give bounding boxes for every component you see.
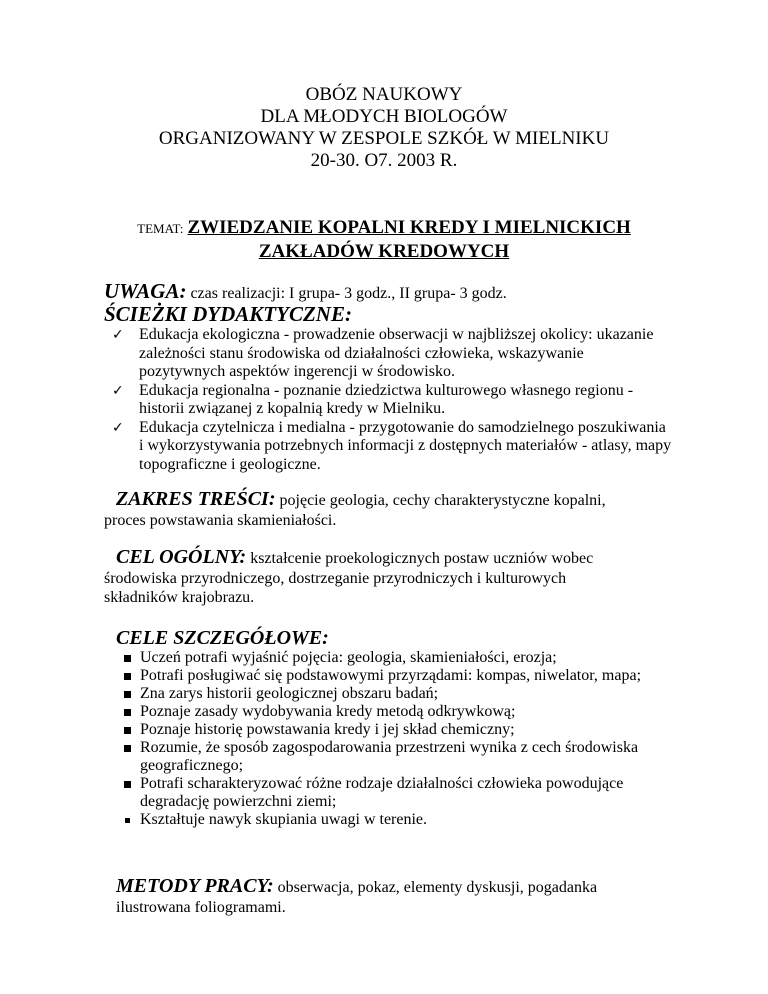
square-bullet-icon	[124, 781, 131, 788]
specific-goal-text: Potrafi scharakteryzować różne rodzaje działalności człowieka powodujące degradację powierzchni ziemi;	[140, 775, 624, 810]
specific-goal-text: Poznaje zasady wydobywania kredy metodą odkrywkową;	[140, 703, 516, 720]
list-item	[124, 739, 664, 775]
work-methods-text-1: obserwacja, pokaz, elementy dyskusji, pogadanka	[277, 879, 598, 896]
checkmark-icon: ✓	[112, 419, 124, 436]
document-header	[0, 84, 768, 172]
square-bullet-icon	[124, 709, 131, 716]
general-goal-label: CEL OGÓLNY:	[116, 546, 247, 568]
work-methods-text-2: ilustrowana foliogramami.	[116, 899, 286, 916]
square-bullet-icon	[124, 745, 131, 752]
header-line-3: ORGANIZOWANY W ZESPOLE SZKÓŁ W MIELNIKU	[158, 128, 610, 149]
content-scope-section	[104, 488, 664, 530]
note-text: czas realizacji: I grupa- 3 godz., II grupa- 3 godz.	[190, 285, 507, 302]
content-scope-text-1: pojęcie geologia, cechy charakterystyczne kopalni,	[279, 492, 606, 509]
content-scope-label: ZAKRES TREŚCI:	[116, 488, 276, 510]
square-bullet-icon	[125, 818, 130, 823]
general-goal-text-2: środowiska przyrodniczego, dostrzeganie przyrodniczych i kulturowych	[104, 570, 567, 587]
specific-goal-text: Zna zarys historii geologicznej obszaru badań;	[140, 685, 439, 702]
specific-goal-text: Uczeń potrafi wyjaśnić pojęcia: geologia, skamieniałości, erozja;	[140, 649, 557, 666]
specific-goal-text: Poznaje historię powstawania kredy i jej skład chemiczny;	[140, 721, 515, 738]
checkmark-icon: ✓	[112, 327, 124, 343]
specific-goal-text: Kształtuje nawyk skupiania uwagi w terenie.	[140, 811, 428, 828]
list-item	[112, 326, 672, 382]
topic-block	[0, 216, 768, 264]
didactic-path-text: Edukacja regionalna - poznanie dziedzictwa kulturowego własnego regionu - historii związanej z kopalnią kredy w Mielniku.	[139, 381, 634, 417]
checkmark-icon: ✓	[112, 382, 124, 399]
content-scope-text-2: proces powstawania skamieniałości.	[104, 512, 337, 529]
list-item	[124, 775, 664, 811]
list-item	[124, 649, 664, 667]
list-item	[112, 382, 672, 419]
topic-label: TEMAT:	[137, 221, 184, 236]
didactic-path-text: Edukacja czytelnicza i medialna - przygotowanie do samodzielnego poszukiwania i wykorzystywania potrzebnych informacji z dostępnych materiałów - atlasy, mapy topograficzne i geologiczne.	[139, 418, 672, 473]
didactic-path-text: Edukacja ekologiczna - prowadzenie obserwacji w najbliższej okolicy: ukazanie zależności stanu środowiska od działalności człowieka, wskazywanie pozytywnych aspektów ingerencji w środowisko.	[139, 326, 654, 380]
header-line-1: OBÓZ NAUKOWY	[305, 84, 463, 105]
list-item	[124, 685, 664, 703]
specific-goals-heading: CELE SZCZEGÓŁOWE:	[116, 627, 329, 649]
note-line	[104, 279, 507, 303]
general-goal-section	[104, 546, 664, 607]
topic-title-line-2: ZAKŁADÓW KREDOWYCH	[258, 241, 510, 262]
work-methods-section	[104, 875, 664, 917]
topic-title-line-1: ZWIEDZANIE KOPALNI KREDY I MIELNICKICH	[187, 217, 631, 238]
didactic-paths-heading: ŚCIEŻKI DYDAKTYCZNE:	[104, 302, 352, 326]
header-line-2: DLA MŁODYCH BIOLOGÓW	[260, 106, 508, 127]
general-goal-text-3: składników krajobrazu.	[104, 589, 255, 606]
specific-goal-text: Potrafi posługiwać się podstawowymi przyrządami: kompas, niwelator, mapa;	[140, 667, 642, 684]
list-item	[124, 811, 664, 829]
square-bullet-icon	[124, 673, 131, 680]
list-item	[124, 703, 664, 721]
list-item	[124, 721, 664, 739]
specific-goals-list	[124, 649, 664, 829]
list-item	[124, 667, 664, 685]
list-item	[112, 419, 672, 475]
note-label: UWAGA:	[104, 279, 187, 303]
work-methods-label: METODY PRACY:	[116, 875, 274, 897]
didactic-paths-list	[112, 326, 672, 474]
square-bullet-icon	[124, 727, 131, 734]
square-bullet-icon	[124, 691, 131, 698]
general-goal-text-1: kształcenie proekologicznych postaw uczniów wobec	[250, 550, 594, 567]
specific-goal-text: Rozumie, że sposób zagospodarowania przestrzeni wynika z cech środowiska geograficznego;	[140, 739, 639, 774]
square-bullet-icon	[124, 655, 131, 662]
header-line-4: 20-30. O7. 2003 R.	[310, 150, 458, 171]
